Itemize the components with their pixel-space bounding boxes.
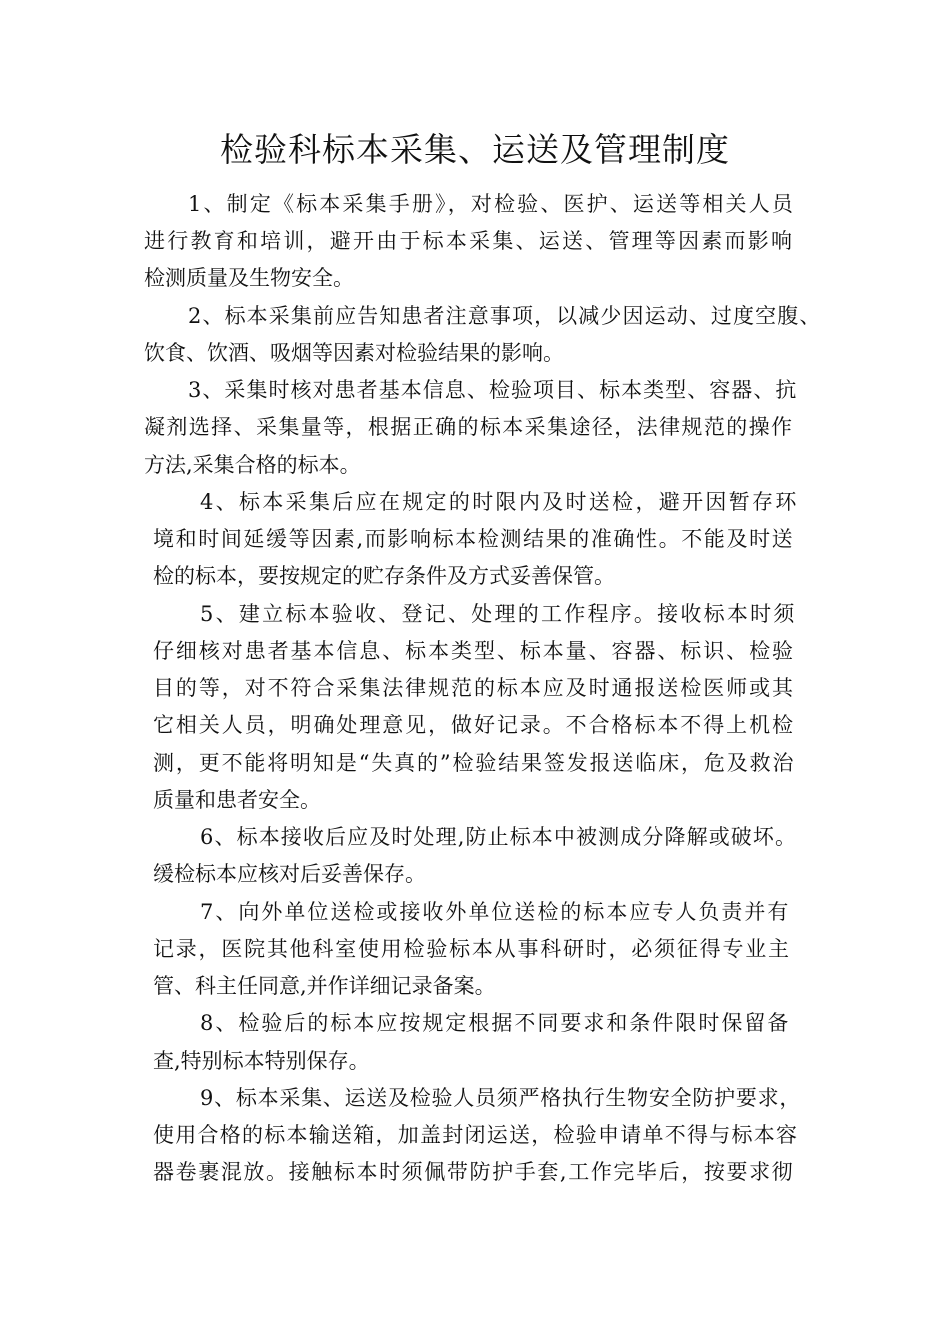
text-line: 9、标本采集、运送及检验人员须严格执行生物安全防护要求， bbox=[200, 1086, 802, 1110]
text-line: 进行教育和培训，避开由于标本采集、运送、管理等因素而影响 bbox=[144, 229, 795, 253]
text-line: 记录，医院其他科室使用检验标本从事科研时，必须征得专业主 bbox=[153, 937, 791, 961]
text-line: 1、制定《标本采集手册》，对检验、医护、运送等相关人员 bbox=[188, 192, 796, 216]
text-line: 4、标本采集后应在规定的时限内及时送检，避开因暂存环 bbox=[200, 490, 799, 514]
text-line: 方法,采集合格的标本。 bbox=[144, 453, 361, 477]
text-line: 测，更不能将明知是“失真的”检验结果签发报送临床，危及救治 bbox=[153, 751, 796, 775]
text-line: 使用合格的标本输送箱，加盖封闭运送，检验申请单不得与标本容 bbox=[153, 1123, 799, 1147]
text-line: 它相关人员，明确处理意见，做好记录。不合格标本不得上机检 bbox=[153, 713, 795, 737]
text-line: 管、科主任同意,并作详细记录备案。 bbox=[153, 974, 496, 998]
text-line: 5、建立标本验收、登记、处理的工作程序。接收标本时须 bbox=[200, 602, 797, 626]
text-line: 境和时间延缓等因素,而影响标本检测结果的准确性。不能及时送 bbox=[153, 527, 795, 551]
text-line: 缓检标本应核对后妥善保存。 bbox=[153, 862, 426, 886]
text-line: 7、向外单位送检或接收外单位送检的标本应专人负责并有 bbox=[200, 900, 791, 924]
text-line: 2、标本采集前应告知患者注意事项，以减少因运动、过度空腹、 bbox=[188, 304, 822, 328]
text-line: 质量和患者安全。 bbox=[153, 788, 321, 812]
text-line: 仔细核对患者基本信息、标本类型、标本量、容器、标识、检验 bbox=[153, 639, 795, 663]
text-line: 查,特别标本特别保存。 bbox=[153, 1049, 370, 1073]
text-line: 目的等，对不符合采集法律规范的标本应及时通报送检医师或其 bbox=[153, 676, 795, 700]
text-line: 检的标本，要按规定的贮存条件及方式妥善保管。 bbox=[153, 564, 615, 588]
text-line: 器卷裹混放。接触标本时须佩带防护手套,工作完毕后，按要求彻 bbox=[153, 1160, 795, 1184]
text-line: 饮食、饮酒、吸烟等因素对检验结果的影响。 bbox=[144, 341, 564, 365]
text-line: 3、采集时核对患者基本信息、检验项目、标本类型、容器、抗 bbox=[188, 378, 798, 402]
document-title: 检验科标本采集、运送及管理制度 bbox=[220, 130, 730, 169]
text-line: 凝剂选择、采集量等，根据正确的标本采集途径，法律规范的操作 bbox=[144, 415, 794, 439]
text-line: 检测质量及生物安全。 bbox=[144, 266, 354, 290]
text-line: 6、标本接收后应及时处理,防止标本中被测成分降解或破坏。 bbox=[200, 825, 798, 849]
text-line: 8、检验后的标本应按规定根据不同要求和条件限时保留备 bbox=[200, 1011, 791, 1035]
